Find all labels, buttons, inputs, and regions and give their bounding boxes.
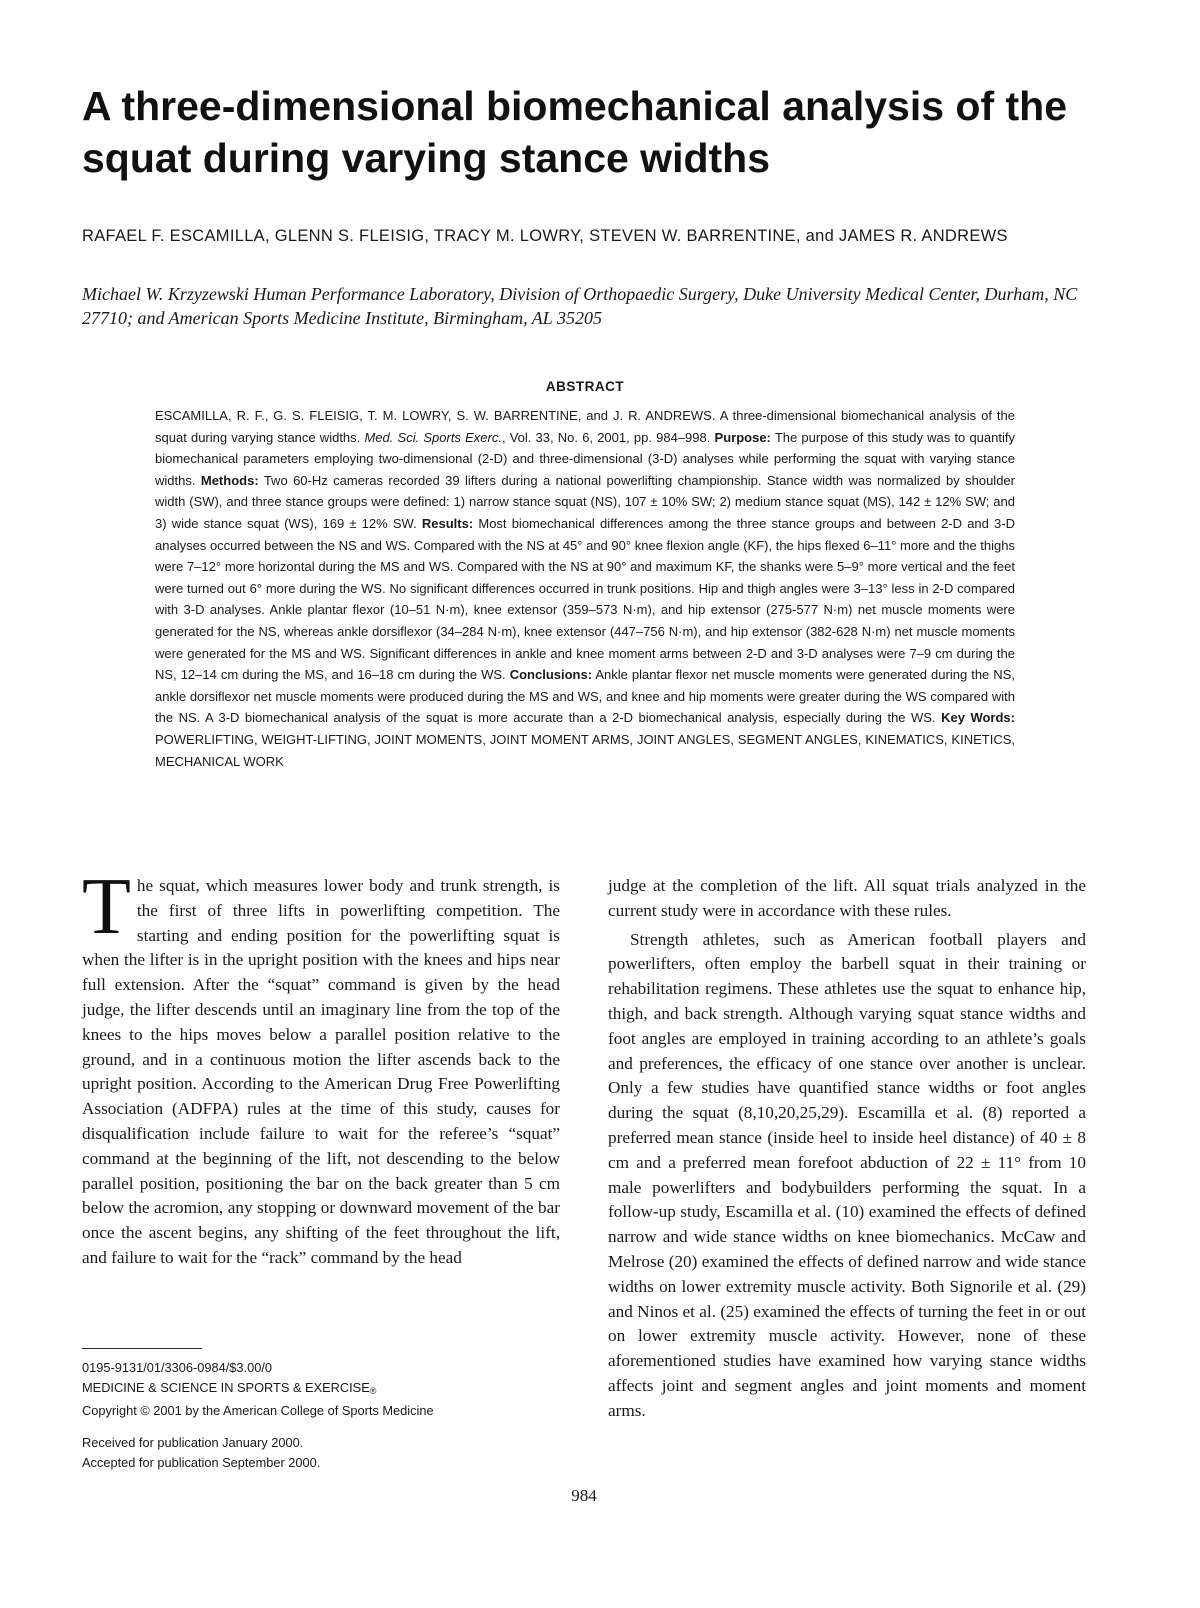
received-line: Received for publication January 2000. (82, 1435, 304, 1450)
results-label: Results: (421, 515, 474, 531)
body-column-right (608, 874, 1086, 1424)
affiliation: Michael W. Krzyzewski Human Performance Laboratory, Division of Orthopaedic Surgery, Duke University Medical Center, Durham, NC 27710; and American Sports Medicine Institute, Birmingham, AL 35205 (82, 284, 1078, 328)
journal-name: MEDICINE & SCIENCE IN SPORTS & EXERCISE (82, 1380, 370, 1395)
article-title: A three-dimensional biomechanical analysis of the squat during varying stance widths (82, 83, 1068, 181)
purpose-text: The purpose of this study was to quantify biomechanical parameters employing two-dimensional (2-D) and three-dimensional (3-D) analyses while performing the squat with varying stance widths. (155, 429, 1015, 488)
conclusions-text: Ankle plantar flexor net muscle moments were generated during the NS, ankle dorsiflexor net muscle moments were produced during the MS and WS, and knee and hip moments were greater during the WS compared with the NS. A 3-D biomechanical analysis of the squat is more accurate than a 2-D biomechanical analysis, especially during the WS. (155, 667, 1015, 726)
body-paragraph: judge at the completion of the lift. All squat trials analyzed in the current study were in accordance with these rules. (608, 876, 1086, 920)
registered-mark: ® (369, 1386, 377, 1396)
footnotes (82, 1358, 552, 1473)
purpose-label: Purpose: (714, 429, 771, 445)
body-paragraph-text: he squat, which measures lower body and trunk strength, is the first of three lifts in powerlifting competition. The starting and ending position for the powerlifting squat is when the lifter is in the upright position with the knees and hips near full extension. After the “squat” command is given by the head judge, the lifter descends until an imaginary line from the top of the knees to the hips moves below a parallel position relative to the ground, and in a continuous motion the lifter ascends back to the upright position. According to the American Drug Free Powerlifting Association (ADFPA) rules at the time of this study, causes for disqualification include failure to wait for the referee’s “squat” command at the beginning of the lift, not descending to the below parallel position, positioning the bar on the back greater than 5 cm below the acromion, any stopping or downward movement of the bar once the ascent begins, any shifting of the feet throughout the lift, and failure to wait for the “rack” command by the head (82, 876, 560, 1267)
abstract-heading: ABSTRACT (545, 379, 625, 394)
footnote-divider (82, 1348, 202, 1349)
drop-cap: T (82, 863, 131, 951)
abstract-journal: Med. Sci. Sports Exerc. (364, 429, 502, 445)
keywords-label: Key Words: (941, 710, 1015, 726)
body-paragraph (82, 863, 560, 1271)
results-text: Most biomechanical differences among the three stance groups and between 2-D and 3-D analyses occurred between the NS and WS. Compared with the NS at 45° and 90° knee flexion angle (KF), the hips flexed 6–11° more and the thighs were 7–12° more horizontal during the MS and WS. Compared with the NS at 90° and maximum KF, the shanks were 5–9° more vertical and the feet were turned out 6° more during the WS. No significant differences occurred in trunk positions. Hip and thigh angles were 3–13° less in 2-D compared with 3-D analyses. Ankle plantar flexor (10–51 N·m), knee extensor (359–573 N·m), and hip extensor (275-577 N·m) net muscle moments were generated for the NS, whereas ankle dorsiflexor (34–284 N·m), knee extensor (447–756 N·m), and hip extensor (382-628 N·m) net muscle moments were generated for the MS and WS. Significant differences in ankle and knee moment arms between 2-D and 3-D analyses were 7–9 cm during the NS, 12–14 cm during the MS, and 16–18 cm during the WS. (155, 515, 1015, 683)
methods-text: Two 60-Hz cameras recorded 39 lifters during a national powerlifting championship. Stance width was normalized by shoulder width (SW), and three stance groups were defined: 1) narrow stance squat (NS), 107 ± 10% SW; 2) medium stance squat (MS), 142 ± 12% SW; and 3) wide stance squat (WS), 169 ± 12% SW. (155, 472, 1015, 531)
journal-line (82, 1378, 552, 1401)
issn-line: 0195-9131/01/3306-0984/$3.00/0 (82, 1360, 272, 1375)
conclusions-label: Conclusions: (509, 667, 593, 683)
page-number: 984 (571, 1486, 597, 1505)
keywords-text: POWERLIFTING, WEIGHT-LIFTING, JOINT MOMENTS, JOINT MOMENT ARMS, JOINT ANGLES, SEGMENT ANGLES, KINEMATICS, KINETICS, MECHANICAL WORK (155, 731, 1015, 769)
abstract-text (155, 405, 1015, 772)
body-paragraph: Strength athletes, such as American football players and powerlifters, often employ the barbell squat in their training or rehabilitation regimens. These athletes use the squat to enhance hip, thigh, and back strength. Although varying squat stance widths and foot angles are employed in training according to an athlete’s goals and preferences, the efficacy of one stance over another is unclear. Only a few studies have quantified stance widths or foot angles during the squat (8,10,20,25,29). Escamilla et al. (8) reported a preferred mean stance (inside heel to inside heel distance) of 40 ± 8 cm and a preferred mean forefoot abduction of 22 ± 11° from 10 male powerlifters and bodybuilders performing the squat. In a follow-up study, Escamilla et al. (10) examined the effects of defined narrow and wide stance widths on knee biomechanics. McCaw and Melrose (20) examined the effects of defined narrow and wide stance widths on lower extremity muscle activity. Both Signorile et al. (29) and Ninos et al. (25) examined the effects of turning the feet in or out on lower extremity muscle activity. However, none of these aforementioned studies have examined how varying stance widths affects joint and segment angles and joint moments and moment arms. (608, 929, 1086, 1420)
abstract-citation-details: , Vol. 33, No. 6, 2001, pp. 984–998. (501, 429, 711, 445)
copyright-line: Copyright © 2001 by the American College of Sports Medicine (82, 1403, 434, 1418)
abstract-citation: ESCAMILLA, R. F., G. S. FLEISIG, T. M. LOWRY, S. W. BARRENTINE, and J. R. ANDREWS. A three-dimensional biomechanical analysis of the squat during varying stance widths. (155, 408, 1015, 445)
body-column-left (82, 863, 560, 1271)
accepted-line: Accepted for publication September 2000. (82, 1455, 321, 1470)
author-list: RAFAEL F. ESCAMILLA, GLENN S. FLEISIG, TRACY M. LOWRY, STEVEN W. BARRENTINE, and JAMES R. ANDREWS (82, 227, 1008, 245)
methods-label: Methods: (200, 472, 259, 488)
